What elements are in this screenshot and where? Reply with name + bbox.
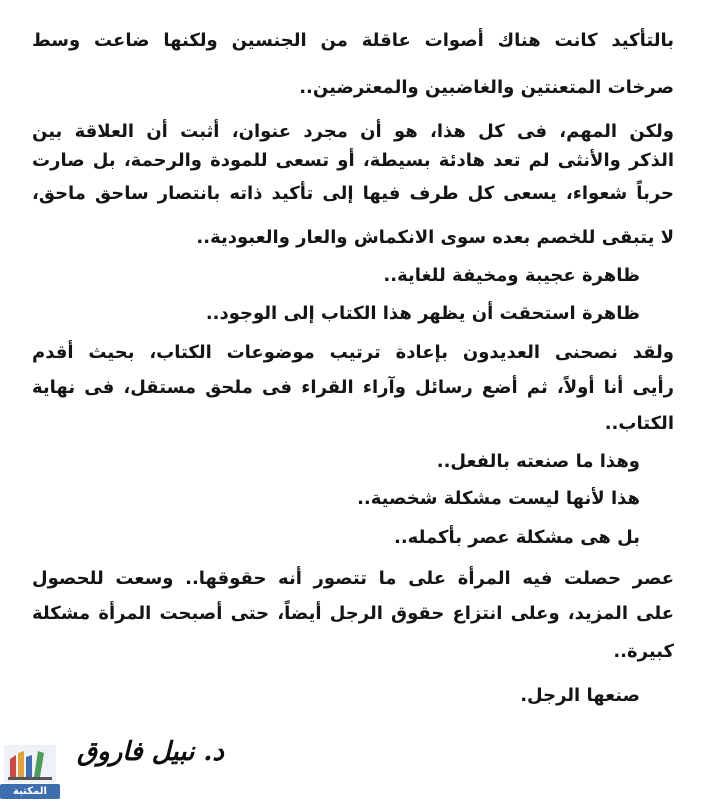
text-line-14: بل هى مشكلة عصر بأكمله..: [394, 527, 640, 548]
library-watermark: [0, 745, 60, 800]
text-line-9: ولقد نصحنى العديدون بإعادة ترتيب موضوعات الكتاب، بحيث أقدم: [32, 342, 674, 363]
text-line-3: ولكن المهم، فى كل هذا، هو أن مجرد عنوان، أثبت أن العلاقة بين: [32, 121, 674, 142]
text-line-10: رأيى أنا أولاً، ثم أضع رسائل وآراء القراء فى ملحق مستقل، فى نهاية: [32, 377, 674, 398]
text-line-1: بالتأكيد كانت هناك أصوات عاقلة من الجنسين ولكنها ضاعت وسط: [32, 30, 674, 51]
text-line-11: الكتاب..: [604, 413, 674, 434]
text-line-5: حرباً شعواء، يسعى كل طرف فيها إلى تأكيد ذاته بانتصار ساحق ماحق،: [32, 183, 674, 204]
author-signature: د. نبيل فاروق: [77, 737, 224, 767]
text-line-15: عصر حصلت فيه المرأة على ما تتصور أنه حقوقها.. وسعت للحصول: [32, 568, 674, 589]
text-line-18: صنعها الرجل.: [520, 685, 640, 706]
text-line-6: لا يتبقى للخصم بعده سوى الانكماش والعار والعبودية..: [196, 227, 674, 248]
text-line-12: وهذا ما صنعته بالفعل..: [436, 451, 640, 472]
text-line-7: ظاهرة عجيبة ومخيفة للغاية..: [383, 265, 640, 286]
text-line-2: صرخات المتعنتين والغاضبين والمعترضين..: [299, 77, 674, 98]
library-watermark-text: المكتبة: [0, 784, 60, 799]
library-logo-icon: [4, 745, 56, 783]
text-line-4: الذكر والأنثى لم تعد هادئة بسيطة، أو تسعى للمودة والرحمة، بل صارت: [32, 150, 674, 171]
text-line-16: على المزيد، وعلى انتزاع حقوق الرجل أيضاً، حتى أصبحت المرأة مشكلة: [32, 603, 674, 624]
text-line-17: كبيرة..: [613, 641, 674, 662]
text-line-8: ظاهرة استحقت أن يظهر هذا الكتاب إلى الوجود..: [205, 303, 640, 324]
text-line-13: هذا لأنها ليست مشكلة شخصية..: [357, 488, 640, 509]
